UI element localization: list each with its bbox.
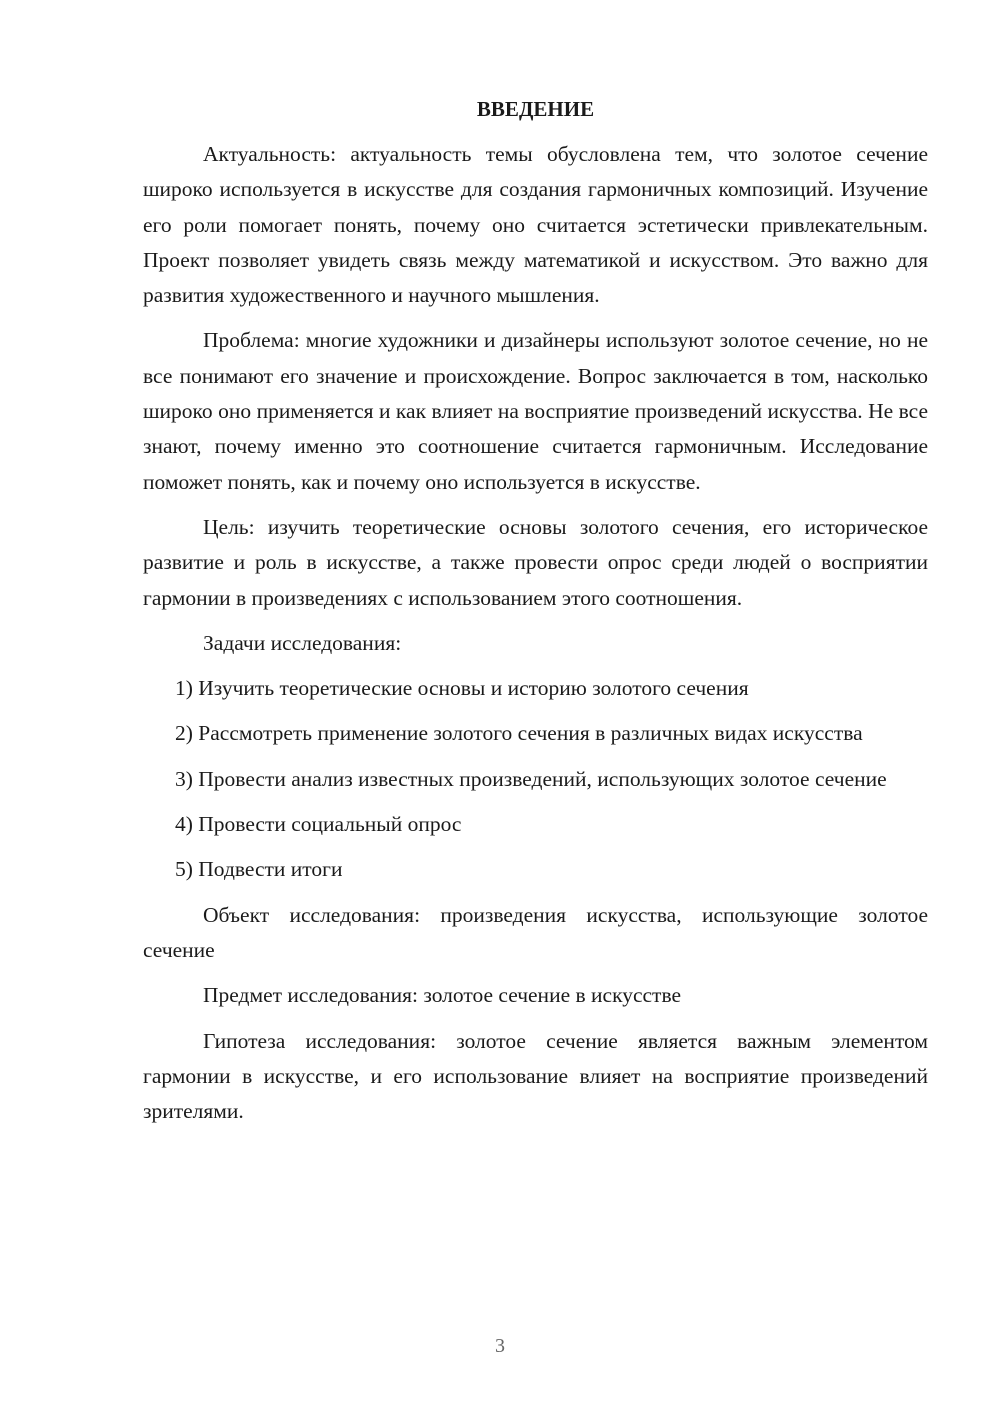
relevance-paragraph: Актуальность: актуальность темы обусловлена тем, что золотое сечение широко используется в искусстве для создания гармоничных композиций. Изучение его роли помогает понять, почему оно считается эстетически привлекательным. Проект позволяет увидеть связь между математикой и искусством. Это важно для развития художественного и научного мышления. [143, 142, 928, 308]
problem-paragraph: Проблема: многие художники и дизайнеры используют золотое сечение, но не все понимают его значение и происхождение. Вопрос заключается в том, насколько широко оно применяется и как влияет на восприятие произведений искусства. Не все знают, почему именно это соотношение считается гармоничным. Исследование поможет понять, как и почему оно используется в искусстве. [143, 328, 928, 494]
page-number: 3 [495, 1335, 505, 1357]
tasks-title: Задачи исследования: [203, 630, 402, 655]
goal-paragraph: Цель: изучить теоретические основы золотого сечения, его историческое развитие и роль в искусстве, а также провести опрос среди людей о восприятии гармонии в произведениях с использованием этого соотношения. [143, 514, 928, 610]
object-paragraph: Объект исследования: произведения искусства, использующие золотое сечение [143, 902, 928, 962]
hypothesis-paragraph: Гипотеза исследования: золотое сечение является важным элементом гармонии в искусстве, и его использование влияет на восприятие произведений зрителями. [143, 1028, 928, 1124]
task-item: 4) Провести социальный опрос [175, 812, 462, 837]
task-item: 3) Провести анализ известных произведений, использующих золотое сечение [175, 766, 887, 791]
page-title: ВВЕДЕНИЕ [476, 97, 595, 121]
subject-paragraph: Предмет исследования: золотое сечение в искусстве [203, 983, 682, 1008]
task-item: 2) Рассмотреть применение золотого сечения в различных видах искусства [175, 721, 863, 746]
task-item: 5) Подвести итоги [175, 857, 343, 882]
page-body [143, 94, 928, 1139]
task-item: 1) Изучить теоретические основы и историю золотого сечения [175, 676, 749, 701]
